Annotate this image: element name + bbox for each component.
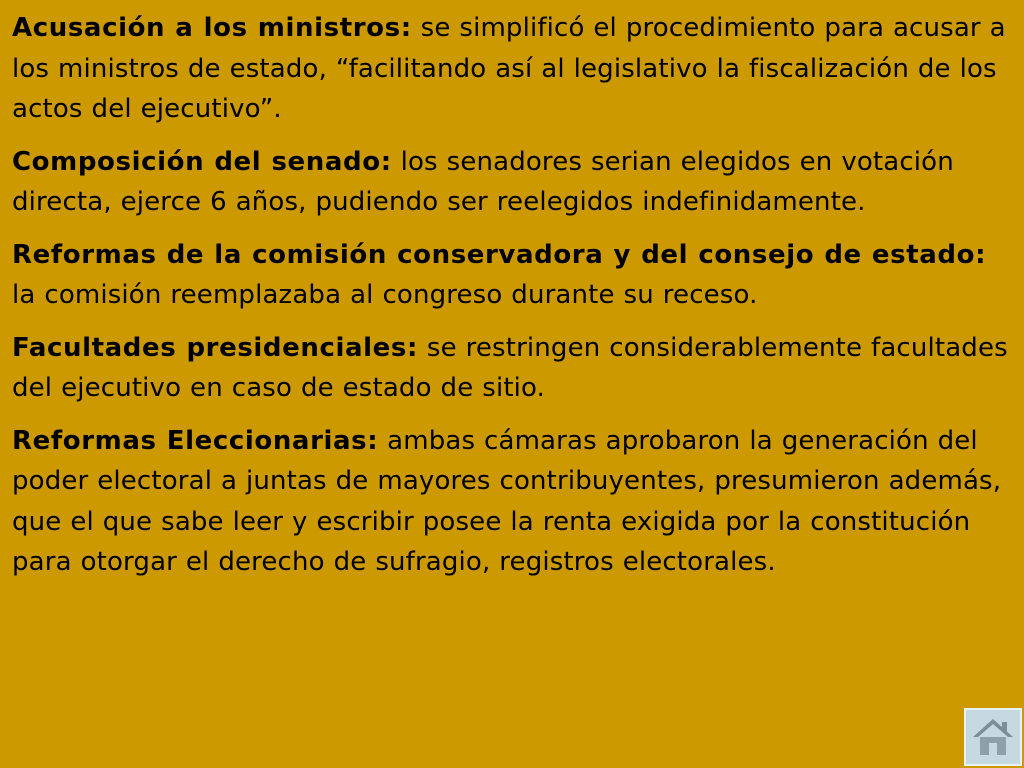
- term-reformas-eleccionarias: Reformas Eleccionarias:: [12, 425, 379, 456]
- term-acusacion: Acusación a los ministros:: [12, 13, 412, 43]
- paragraph-composicion-senado: [12, 142, 1010, 223]
- paragraph-reformas-comision: [12, 235, 1010, 316]
- text-reformas-eleccionarias: ambas cámaras aprobaron la generación del poder electoral a juntas de mayores contribuyentes, presumieron además, que el que sabe leer y escribir posee la renta exigida por la constitución para otorgar el derecho de sufragio, registros electorales.: [12, 425, 1002, 577]
- term-composicion-senado: Composición del senado:: [12, 146, 392, 177]
- paragraph-acusacion: [12, 8, 1010, 130]
- text-reformas-comision: la comisión reemplazaba al congreso durante su receso.: [12, 280, 758, 310]
- paragraph-facultades: [12, 328, 1010, 409]
- text-composicion-senado: los senadores serian elegidos en votación directa, ejerce 6 años, pudiendo ser reelegidos indefinidamente.: [12, 146, 954, 217]
- text-facultades: se restringen considerablemente facultades del ejecutivo en caso de estado de sitio.: [12, 332, 1008, 403]
- home-icon: [970, 714, 1016, 760]
- term-reformas-comision: Reformas de la comisión conservadora y del consejo de estado:: [12, 239, 987, 270]
- slide-content: [12, 8, 1010, 595]
- term-facultades: Facultades presidenciales:: [12, 332, 418, 363]
- paragraph-reformas-eleccionarias: [12, 421, 1010, 583]
- home-button[interactable]: [964, 708, 1022, 766]
- text-acusacion: se simplificó el procedimiento para acusar a los ministros de estado, “facilitando así al legislativo la fiscalización de los actos del ejecutivo”.: [12, 13, 1006, 124]
